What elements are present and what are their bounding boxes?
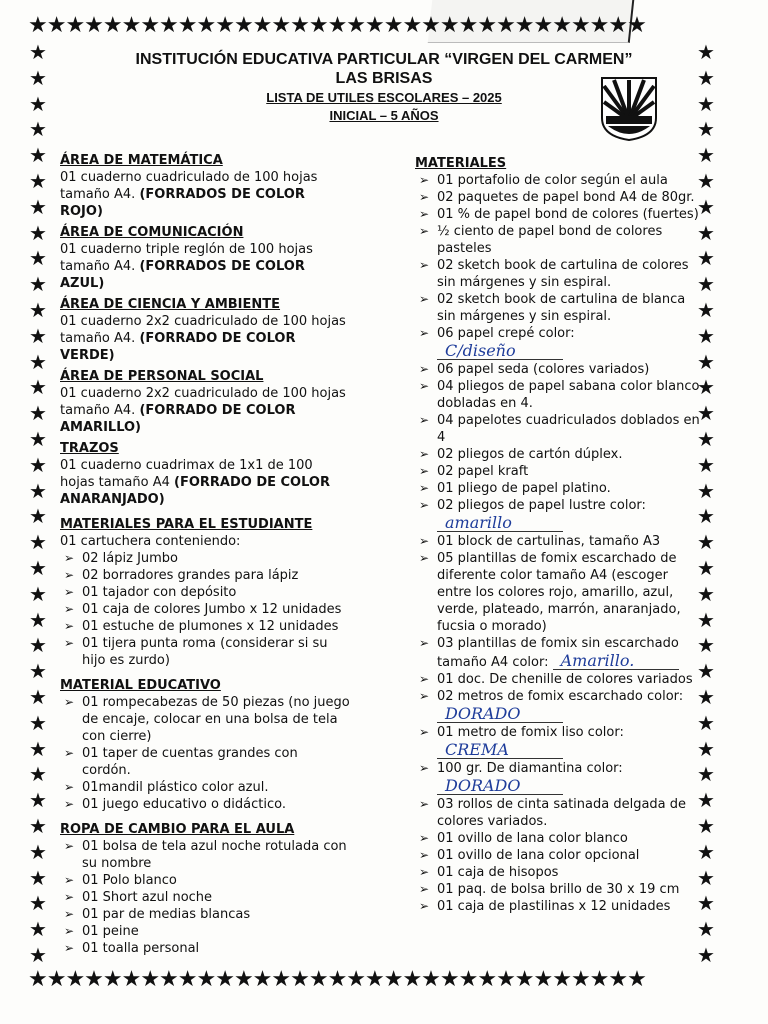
section-title-science: ÁREA DE CIENCIA Y AMBIENTE xyxy=(60,297,281,312)
section-title-materials: MATERIALES xyxy=(415,156,507,171)
section-title-change-clothes: ROPA DE CAMBIO PARA EL AULA xyxy=(60,822,295,837)
handwritten-value: C/diseño xyxy=(437,342,563,360)
list-title: LISTA DE UTILES ESCOLARES – 2025 xyxy=(266,90,502,105)
list-item: ➢ 01 portafolio de color según el aula xyxy=(415,172,705,189)
social-cover: (FORRADO DE COLOR AMARILLO) xyxy=(60,403,296,435)
section-title-communication: ÁREA DE COMUNICACIÓN xyxy=(60,225,244,240)
list-item: ➢ 01 block de cartulinas, tamaño A3 xyxy=(415,533,705,550)
list-item: ➢ 01 juego educativo o didáctico. xyxy=(60,796,350,813)
list-item: ➢ 01 metro de fomix liso color: xyxy=(415,724,705,741)
fill-line xyxy=(415,777,705,796)
right-column xyxy=(415,151,705,915)
list-item: ➢ 05 plantillas de fomix escarchado de diferente color tamaño A4 (escoger entre los colores rojo, amarillo, azul, verde, plateado, marrón, anaranjado, fucsia o morado) xyxy=(415,550,705,635)
list-item: ➢ 02 lápiz Jumbo xyxy=(60,550,350,567)
pencil-case-intro: 01 cartuchera conteniendo: xyxy=(60,534,241,549)
list-item: ➢ 02 metros de fomix escarchado color: xyxy=(415,688,705,705)
list-item: ➢ ½ ciento de papel bond de colores pasteles xyxy=(415,223,705,257)
math-item xyxy=(60,169,350,220)
social-text: 01 cuaderno 2x2 cuadriculado de 100 hojas tamaño A4. xyxy=(60,386,346,418)
list-item: ➢ 04 papelotes cuadriculados doblados en 4 xyxy=(415,412,705,446)
social-item xyxy=(60,385,350,436)
communication-cover: (FORRADOS DE COLOR AZUL) xyxy=(60,259,305,291)
list-item: ➢ 06 papel crepé color: xyxy=(415,325,705,342)
list-item: ➢ 06 papel seda (colores variados) xyxy=(415,361,705,378)
list-item: ➢ 01 Short azul noche xyxy=(60,889,350,906)
fill-line xyxy=(415,741,705,760)
list-item: ➢ 02 sketch book de cartulina de blanca sin márgenes y sin espiral. xyxy=(415,291,705,325)
math-text: 01 cuaderno cuadriculado de 100 hojas tamaño A4. xyxy=(60,170,318,202)
trazos-cover: (FORRADO DE COLOR ANARANJADO) xyxy=(60,475,330,507)
item-text: 03 plantillas de fomix sin escarchado tamaño A4 color: xyxy=(437,636,679,670)
section-title-trazos: TRAZOS xyxy=(60,441,119,456)
handwritten-value: CREMA xyxy=(437,741,563,759)
list-item: ➢ 01mandil plástico color azul. xyxy=(60,779,350,796)
science-item xyxy=(60,313,350,364)
list-item: ➢ 100 gr. De diamantina color: xyxy=(415,760,705,777)
section-title-educational-material: MATERIAL EDUCATIVO xyxy=(60,678,221,693)
campus-name: LAS BRISAS xyxy=(335,70,433,87)
handwritten-value: Amarillo. xyxy=(553,652,679,670)
handwritten-value: amarillo xyxy=(437,514,563,532)
science-text: 01 cuaderno 2x2 cuadriculado de 100 hojas tamaño A4. xyxy=(60,314,346,346)
list-item: ➢ 01 bolsa de tela azul noche rotulada con su nombre xyxy=(60,838,350,872)
section-title-student-materials: MATERIALES PARA EL ESTUDIANTE xyxy=(60,517,313,532)
trazos-item xyxy=(60,457,350,508)
list-item: ➢ 01 taper de cuentas grandes con cordón. xyxy=(60,745,350,779)
list-item: ➢ 02 pliegos de cartón dúplex. xyxy=(415,446,705,463)
list-item: ➢ 02 papel kraft xyxy=(415,463,705,480)
science-cover: (FORRADO DE COLOR VERDE) xyxy=(60,331,296,363)
list-item: ➢ 01 rompecabezas de 50 piezas (no juego de encaje, colocar en una bolsa de tela con cierre) xyxy=(60,694,350,745)
math-cover: (FORRADOS DE COLOR ROJO) xyxy=(60,187,305,219)
list-item: ➢ 01 Polo blanco xyxy=(60,872,350,889)
list-item: ➢ 01 paq. de bolsa brillo de 30 x 19 cm xyxy=(415,881,705,898)
list-item: ➢ 01 caja de hisopos xyxy=(415,864,705,881)
list-item: ➢ 01 ovillo de lana color blanco xyxy=(415,830,705,847)
level-title: INICIAL – 5 AÑOS xyxy=(329,108,439,123)
star-border-bottom: ★★★★★★★★★★★★★★★★★★★★★★★★★★★★★★★★★ xyxy=(28,968,646,992)
list-item: ➢ 02 sketch book de cartulina de colores sin márgenes y sin espiral. xyxy=(415,257,705,291)
list-item: ➢ 01 caja de colores Jumbo x 12 unidades xyxy=(60,601,350,618)
list-item xyxy=(415,635,705,671)
list-item: ➢ 01 doc. De chenille de colores variados xyxy=(415,671,705,688)
list-item: ➢ 02 paquetes de papel bond A4 de 80gr. xyxy=(415,189,705,206)
list-item: ➢ 01 estuche de plumones x 12 unidades xyxy=(60,618,350,635)
fill-line xyxy=(415,514,705,533)
list-item: ➢ 02 borradores grandes para lápiz xyxy=(60,567,350,584)
handwritten-value: DORADO xyxy=(437,705,563,723)
school-logo-icon xyxy=(600,76,658,142)
trazos-text: 01 cuaderno cuadrimax de 1x1 de 100 hojas tamaño A4 xyxy=(60,458,313,490)
fill-line xyxy=(415,705,705,724)
communication-text: 01 cuaderno triple reglón de 100 hojas tamaño A4. xyxy=(60,242,313,274)
document-header xyxy=(100,50,668,125)
list-item: ➢ 01 par de medias blancas xyxy=(60,906,350,923)
list-item: ➢ 01 peine xyxy=(60,923,350,940)
section-title-social: ÁREA DE PERSONAL SOCIAL xyxy=(60,369,264,384)
list-item: ➢ 01 tijera punta roma (considerar si su hijo es zurdo) xyxy=(60,635,350,669)
list-item: ➢ 02 pliegos de papel lustre color: xyxy=(415,497,705,514)
list-item: ➢ 03 rollos de cinta satinada delgada de colores variados. xyxy=(415,796,705,830)
communication-item xyxy=(60,241,350,292)
star-border-left: ★ ★ ★ ★ ★ ★ ★ ★ ★ ★ ★ ★ ★ ★ ★ ★ ★ ★ ★ ★ ★ ★ ★ ★ ★ ★ ★ ★ ★ ★ ★ ★ ★ ★ ★ ★ xyxy=(29,40,47,967)
list-item: ➢ 01 tajador con depósito xyxy=(60,584,350,601)
star-border-right: ★ ★ ★ ★ ★ ★ ★ ★ ★ ★ ★ ★ ★ ★ ★ ★ ★ ★ ★ ★ ★ ★ ★ ★ ★ ★ ★ ★ ★ ★ ★ ★ ★ ★ ★ ★ xyxy=(697,40,715,967)
list-item: ➢ 01 % de papel bond de colores (fuertes) xyxy=(415,206,705,223)
institution-name: INSTITUCIÓN EDUCATIVA PARTICULAR “VIRGEN DEL CARMEN” xyxy=(135,51,633,68)
star-border-top: ★★★★★★★★★★★★★★★★★★★★★★★★★★★★★★★★★ xyxy=(28,14,646,38)
left-column xyxy=(60,148,350,957)
list-item: ➢ 01 ovillo de lana color opcional xyxy=(415,847,705,864)
list-item: ➢ 01 caja de plastilinas x 12 unidades xyxy=(415,898,705,915)
handwritten-value: DORADO xyxy=(437,777,563,795)
list-item: ➢ 01 toalla personal xyxy=(60,940,350,957)
fill-line xyxy=(415,342,705,361)
section-title-math: ÁREA DE MATEMÁTICA xyxy=(60,153,223,168)
list-item: ➢ 04 pliegos de papel sabana color blanco dobladas en 4. xyxy=(415,378,705,412)
list-item: ➢ 01 pliego de papel platino. xyxy=(415,480,705,497)
